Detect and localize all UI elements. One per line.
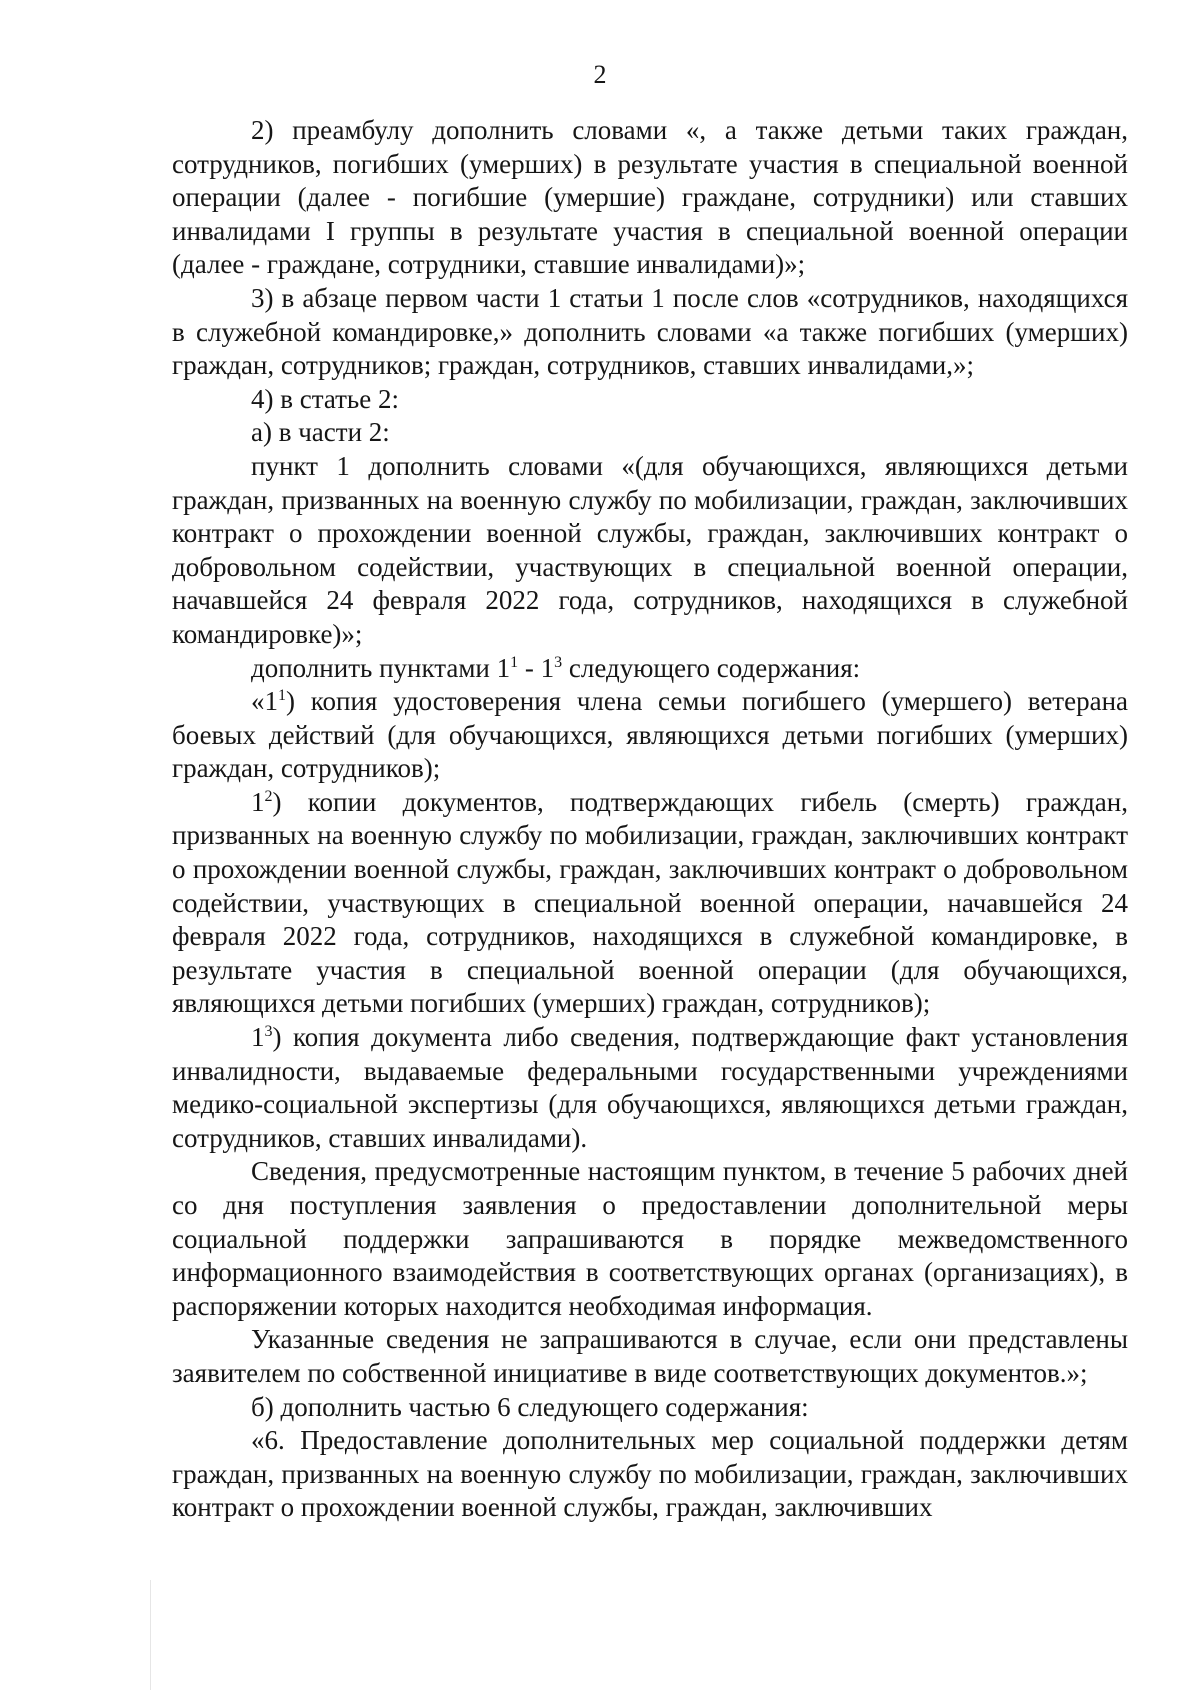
superscript: 3 <box>554 653 563 671</box>
paragraph-information-request: Сведения, предусмотренные настоящим пунктом, в течение 5 рабочих дней со дня поступления заявления о предоставлении дополнительной меры социальной поддержки запрашиваются в порядке межведомственного информационного взаимодействия в соответствующих органах (организациях), в распоряжении которых находится необходимая информация. <box>172 1156 1128 1321</box>
superscript: 1 <box>510 653 519 671</box>
superscript: 1 <box>278 687 286 705</box>
paragraph-part-6-text: «6. Предоставление дополнительных мер социальной поддержки детям граждан, призванных на военную службу по мобилизации, граждан, заключивших контракт о прохождении военной службы, граждан, заключивших <box>172 1425 1128 1523</box>
paragraph-point-1-amendment: пункт 1 дополнить словами «(для обучающихся, являющихся детьми граждан, призванных на военную службу по мобилизации, граждан, заключивших контракт о прохождении военной службы, граждан, заключивших контракт о добровольном содействии, участвующих в специальной военной операции, начавшейся 24 февраля 2022 года, сотрудников, находящихся в служебной командировке)»; <box>172 450 1128 649</box>
paragraph-text: дополнить пунктами 1 <box>251 652 511 683</box>
paragraph-text: ) копия документа либо сведения, подтверждающие факт установления инвалидности, выдаваемые федеральными государственными учреждениями медико-социальной экспертизы (для обучающихся, являющихся детьми граждан, сотрудников, ставших инвалидами). <box>172 1022 1128 1153</box>
paragraph-article-1-amendment: 3) в абзаце первом части 1 статьи 1 после слов «сотрудников, находящихся в служебной командировке,» дополнить словами «а также погибших (умерших) граждан, сотрудников; граждан, сотрудников, ставших инвалидами,»; <box>172 282 1128 381</box>
paragraph-text: ) копии документов, подтверждающих гибель (смерть) граждан, призванных на военную службу по мобилизации, граждан, заключивших контракт о прохождении военной службы, граждан, заключивших контракт о добровольном содействии, участвующих в специальной военной операции, начавшейся 24 февраля 2022 года, сотрудников, находящихся в служебной командировке, в результате участия в специальной военной операции (для обучающихся, являющихся детьми погибших (умерших) граждан, сотрудников); <box>172 786 1128 1019</box>
page-number: 2 <box>593 60 607 89</box>
paragraph-point-1-1 <box>172 685 1128 786</box>
paragraph-article-2-heading: 4) в статье 2: <box>251 383 399 414</box>
paragraph-text: ) копия удостоверения члена семьи погибшего (умершего) ветерана боевых действий (для обучающихся, являющихся детьми погибших (умерших) граждан, сотрудников); <box>172 686 1128 784</box>
paragraph-add-points <box>172 652 1128 686</box>
paragraph-part-2-heading: а) в части 2: <box>251 417 390 448</box>
paragraph-text: 1 <box>251 1022 265 1053</box>
paragraph-point-1-3 <box>172 1021 1128 1155</box>
paragraph-text: следующего содержания: <box>562 652 861 683</box>
paragraph-preamble-amendment: 2) преамбулу дополнить словами «, а также детьми таких граждан, сотрудников, погибших (умерших) в результате участия в специальной военной операции (далее - погибшие (умершие) граждане, сотрудники) или ставших инвалидами I группы в результате участия в специальной военной операции (далее - граждане, сотрудники, ставшие инвалидами)»; <box>172 115 1128 280</box>
superscript: 2 <box>264 787 273 805</box>
document-body <box>172 114 1128 1525</box>
paragraph-text: «1 <box>251 686 278 717</box>
paragraph-text: - 1 <box>518 652 555 683</box>
paragraph-part-6-heading: б) дополнить частью 6 следующего содержания: <box>251 1391 809 1422</box>
superscript: 3 <box>264 1023 273 1041</box>
paragraph-request-exception: Указанные сведения не запрашиваются в случае, если они представлены заявителем по собственной инициативе в виде соответствующих документов.»; <box>172 1324 1128 1388</box>
paragraph-point-1-2 <box>172 786 1128 1021</box>
paragraph-text: 1 <box>251 786 265 817</box>
scan-edge-line <box>150 1580 151 1690</box>
